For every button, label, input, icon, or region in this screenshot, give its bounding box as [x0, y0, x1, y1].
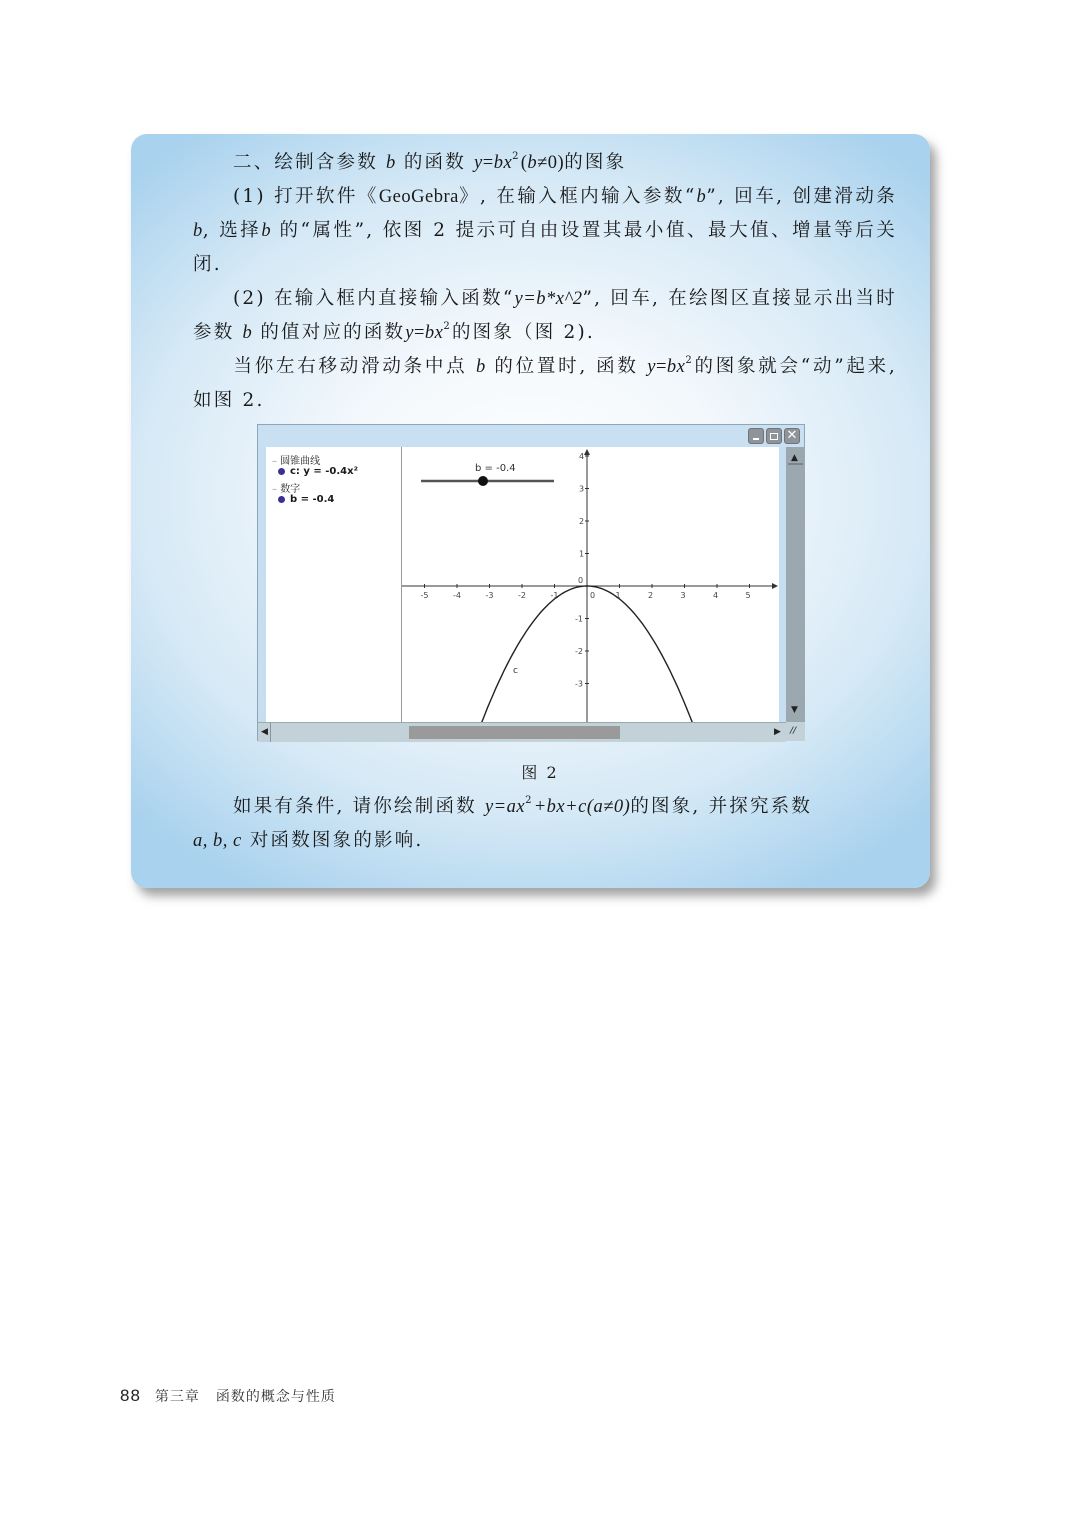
visibility-dot-icon[interactable] [278, 496, 285, 503]
curve-label: c [513, 666, 518, 676]
svg-text:1: 1 [615, 591, 621, 600]
chapter-number: 第三章 [154, 1389, 200, 1405]
geogebra-window [257, 424, 805, 741]
svg-text:-3: -3 [485, 591, 494, 600]
scroll-up-icon[interactable]: ▲ [791, 453, 798, 463]
maximize-button[interactable] [766, 428, 782, 444]
visibility-dot-icon[interactable] [278, 468, 285, 475]
paragraph-4: 如果有条件, 请你绘制函数 $y=ax^2+bx+c(a\ne 0)$的图象, 并探究系数 a, b, c 对函数图象的影响. [193, 795, 813, 851]
vertical-scrollbar[interactable] [786, 447, 805, 723]
section-heading: 二、绘制含参数 b 的函数 $y=bx^2(b\ne 0)$的图象 [233, 151, 627, 173]
chapter-title: 函数的概念与性质 [215, 1389, 336, 1405]
svg-text:2: 2 [579, 517, 585, 526]
svg-text:0: 0 [578, 576, 584, 585]
svg-text:1: 1 [579, 549, 585, 559]
svg-text:5: 5 [745, 591, 751, 600]
algebra-item-b[interactable]: b = -0.4 [278, 494, 334, 505]
horizontal-scrollbar[interactable] [258, 722, 786, 742]
svg-text:2: 2 [648, 591, 654, 600]
horizontal-scroll-thumb[interactable] [409, 726, 620, 739]
close-button[interactable] [784, 428, 800, 444]
scroll-left-icon[interactable]: ◀ [261, 727, 268, 737]
close-icon: ✕ [786, 428, 798, 443]
tree-collapse-icon[interactable]: – [272, 484, 277, 495]
algebra-view [266, 447, 402, 723]
parabola-plot [402, 447, 779, 723]
svg-text:-5: -5 [420, 591, 429, 600]
resize-grip[interactable] [786, 722, 805, 741]
step-2-paragraph: (2) 在输入框内直接输入函数“y=b*x^2”, 回车, 在绘图区直接显示出当时参数 b 的值对应的函数$y=bx^2$的图象（图 2). [193, 288, 897, 343]
page-footer [120, 1386, 336, 1406]
svg-text:3: 3 [680, 591, 686, 600]
svg-text:-2: -2 [575, 647, 583, 656]
svg-text:-4: -4 [453, 591, 461, 600]
step-1-paragraph: (1) 打开软件《GeoGebra》, 在输入框内输入参数“b”, 回车, 创建滑动条b, 选择b 的“属性”, 依图 2 提示可自由设置其最小值、最大值、增量等后关闭. [193, 186, 898, 275]
svg-text:-2: -2 [518, 591, 526, 600]
group-numbers[interactable]: – 数字 [272, 484, 301, 495]
svg-text:0: 0 [590, 591, 596, 600]
algebra-item-c[interactable]: c: y = -0.4x² [278, 466, 358, 477]
scroll-right-icon[interactable]: ▶ [774, 727, 781, 737]
group-conics[interactable]: – 圆锥曲线 [272, 456, 321, 467]
svg-text:4: 4 [713, 591, 719, 600]
svg-text:-1: -1 [550, 591, 559, 600]
svg-text:-3: -3 [575, 679, 583, 689]
window-title-bar[interactable] [258, 425, 804, 447]
paragraph-3: 当你左右移动滑动条中点 b 的位置时, 函数 $y=bx^2$的图象就会“动”起来, 如图 2. [193, 355, 897, 411]
graphics-view[interactable] [402, 447, 779, 723]
tree-collapse-icon[interactable]: – [272, 456, 277, 467]
resize-grip-icon[interactable]: // [790, 726, 797, 736]
page-number: 88 [120, 1386, 141, 1405]
svg-text:3: 3 [579, 484, 585, 494]
figure-caption: 图 2 [521, 763, 559, 782]
minimize-button[interactable] [748, 428, 764, 444]
scroll-down-icon[interactable]: ▼ [791, 705, 798, 715]
svg-text:-1: -1 [575, 614, 583, 624]
svg-text:4: 4 [579, 452, 585, 461]
svg-text:b = -0.4: b = -0.4 [475, 463, 516, 474]
